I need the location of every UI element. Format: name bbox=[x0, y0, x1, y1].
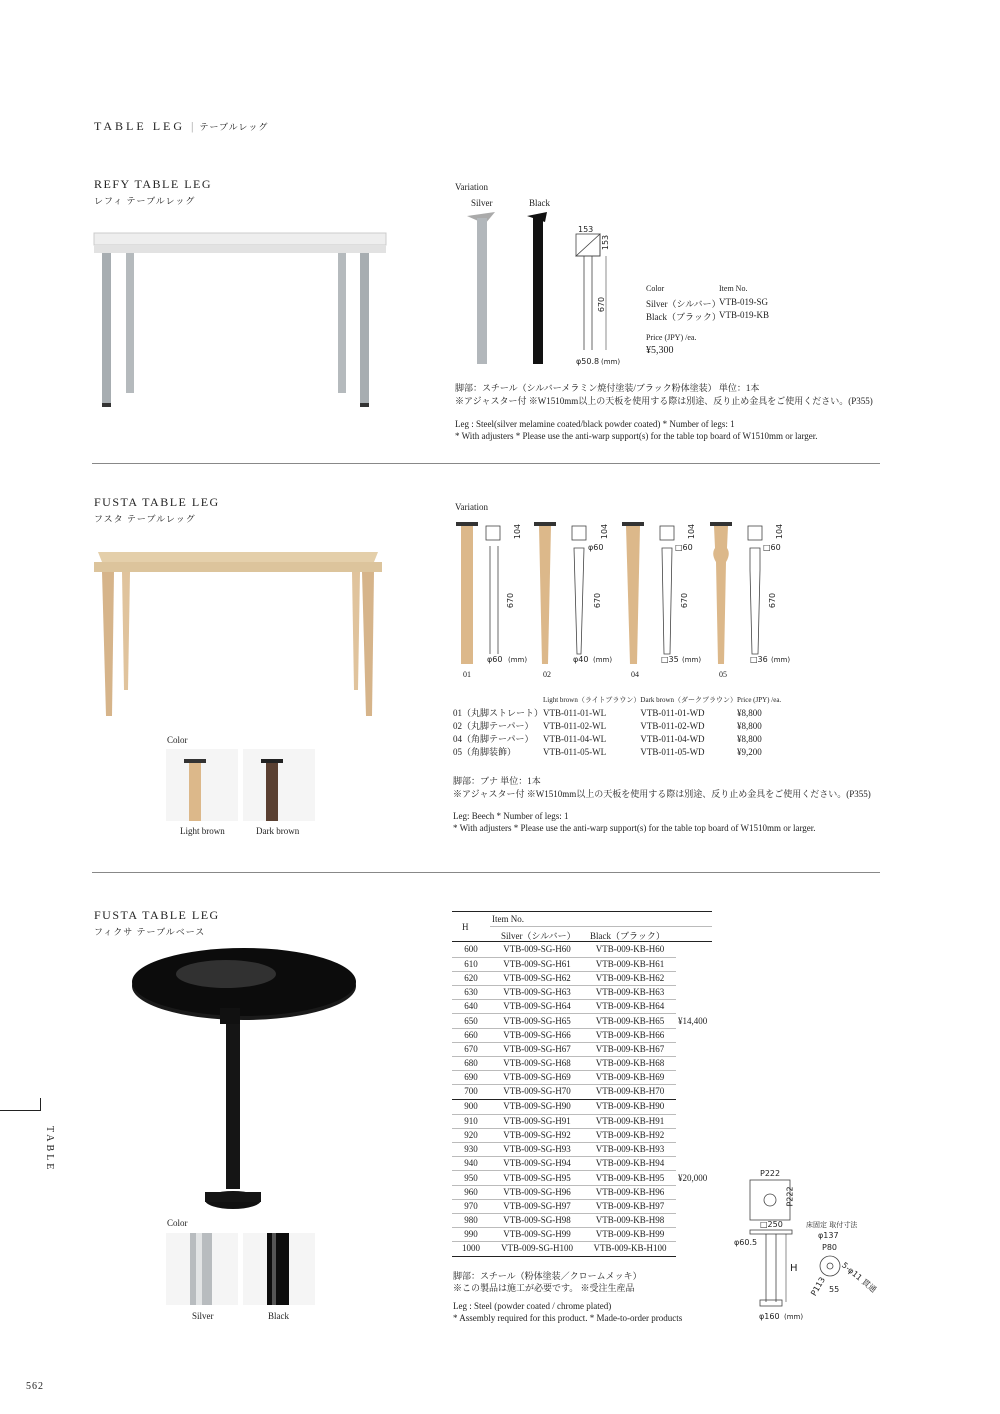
fixa-black: VTB-009-KB-H93 bbox=[584, 1143, 676, 1157]
fusta-row-type: 01（丸脚ストレート） bbox=[453, 708, 544, 718]
fixa-h: 990 bbox=[452, 1228, 490, 1242]
fixa-silver: VTB-009-SG-H94 bbox=[490, 1157, 584, 1171]
fusta-02-code: 02 bbox=[543, 670, 551, 679]
fusta-row-light: VTB-011-01-WL bbox=[543, 708, 607, 718]
fusta-row-type: 05（角脚装飾） bbox=[453, 747, 517, 757]
fixa-group1-price: ¥14,400 bbox=[678, 1015, 708, 1026]
fixa-silver: VTB-009-SG-H98 bbox=[490, 1214, 584, 1228]
fixa-swatch-black: Black bbox=[268, 1311, 289, 1321]
refy-row-black-color: Black（ブラック） bbox=[646, 312, 721, 322]
table-row bbox=[452, 943, 716, 957]
refy-note-en-1: Leg : Steel(silver melamine coated/black powder coated) * Number of legs: 1 bbox=[455, 419, 735, 429]
fixa-silver: VTB-009-SG-H60 bbox=[490, 943, 584, 957]
page-header bbox=[94, 119, 268, 134]
fixa-silver: VTB-009-SG-H64 bbox=[490, 1000, 584, 1014]
fusta-05-unit: (mm) bbox=[771, 656, 791, 664]
fixa-black: VTB-009-KB-H68 bbox=[584, 1057, 676, 1071]
fixa-note-en-2: * Assembly required for this product. * Made-to-order products bbox=[453, 1313, 683, 1323]
fixa-swatch-silver: Silver bbox=[192, 1311, 214, 1321]
fusta-header-light: Light brown（ライトブラウン） bbox=[543, 696, 641, 704]
divider-2 bbox=[92, 872, 880, 873]
fusta-table-header bbox=[453, 694, 797, 707]
fusta-02-bottom: φ40 bbox=[573, 655, 589, 664]
side-tab-mark bbox=[40, 1098, 41, 1111]
fusta-color-label: Color bbox=[167, 735, 188, 745]
refy-dim-top-d: 153 bbox=[601, 234, 611, 251]
fusta-row-dark: VTB-011-01-WD bbox=[640, 708, 705, 718]
fixa-dim-unit: (mm) bbox=[784, 1313, 804, 1321]
table-row bbox=[452, 1100, 716, 1114]
fixa-silver: VTB-009-SG-H97 bbox=[490, 1199, 584, 1213]
fixa-item-header: Item No. bbox=[492, 914, 524, 924]
fixa-silver: VTB-009-SG-H69 bbox=[490, 1071, 584, 1085]
refy-dim-unit: (mm) bbox=[601, 358, 621, 366]
refy-dim-top-w: 153 bbox=[578, 225, 594, 234]
fusta-02-height: 670 bbox=[593, 592, 603, 609]
fixa-black: VTB-009-KB-H98 bbox=[584, 1214, 676, 1228]
fusta-row-type: 04（角脚テーパー） bbox=[453, 734, 534, 744]
fixa-h: 600 bbox=[452, 943, 490, 957]
page-number: 562 bbox=[26, 1381, 44, 1392]
fixa-black: VTB-009-KB-H96 bbox=[584, 1185, 676, 1199]
fixa-black: VTB-009-KB-H61 bbox=[584, 957, 676, 971]
refy-item-header: Item No. bbox=[719, 284, 748, 293]
fusta-header-blank bbox=[453, 694, 543, 707]
fusta-swatch-dark: Dark brown bbox=[256, 826, 300, 836]
fixa-dim-d137: φ137 bbox=[818, 1231, 839, 1240]
fusta-row-dark: VTB-011-02-WD bbox=[640, 721, 705, 731]
fixa-black: VTB-009-KB-H65 bbox=[584, 1014, 676, 1028]
fixa-head-rule bbox=[452, 941, 712, 942]
fixa-dim-d605: φ60.5 bbox=[734, 1238, 758, 1247]
fixa-black: VTB-009-KB-H99 bbox=[584, 1228, 676, 1242]
fusta-header-dark: Dark brown（ダークブラウン） bbox=[640, 696, 738, 704]
refy-dimension-drawing bbox=[568, 222, 628, 362]
fixa-note-jp-1: 脚部：スチール（粉体塗装／クロームメッキ） bbox=[453, 1271, 642, 1281]
fusta-note-jp-2: ※アジャスター付 ※W1510mm以上の天板を使用する際は別途、反り止め金具をご使用ください。(P355) bbox=[453, 789, 871, 799]
fixa-title: FUSTA TABLE LEG bbox=[94, 908, 220, 922]
fusta-row-light: VTB-011-02-WL bbox=[543, 721, 607, 731]
fixa-silver: VTB-009-SG-H65 bbox=[490, 1014, 584, 1028]
fixa-silver: VTB-009-SG-H92 bbox=[490, 1128, 584, 1142]
table-row bbox=[453, 733, 797, 746]
fusta-row-dark: VTB-011-05-WD bbox=[640, 747, 705, 757]
fusta-title: FUSTA TABLE LEG bbox=[94, 495, 220, 509]
fusta-row-price: ¥8,800 bbox=[737, 734, 762, 744]
fixa-black: VTB-009-KB-H66 bbox=[584, 1028, 676, 1042]
fixa-h: 690 bbox=[452, 1071, 490, 1085]
fixa-dim-h: H bbox=[790, 1263, 798, 1274]
fixa-h: 960 bbox=[452, 1185, 490, 1199]
fixa-h: 620 bbox=[452, 971, 490, 985]
refy-variation-label: Variation bbox=[455, 182, 488, 192]
fusta-02-top: 104 bbox=[600, 523, 610, 540]
fusta-note-jp-1: 脚部：ブナ 単位：1本 bbox=[453, 776, 541, 786]
fusta-note-en-2: * With adjusters * Please use the anti-warp support(s) for the table top board of W1510mm or larger. bbox=[453, 823, 816, 833]
fixa-black: VTB-009-KB-H92 bbox=[584, 1128, 676, 1142]
side-tab-label: TABLE bbox=[44, 1126, 55, 1173]
fusta-04-height: 670 bbox=[680, 592, 690, 609]
fixa-dim-p80: P80 bbox=[822, 1243, 838, 1252]
fusta-05-code: 05 bbox=[719, 670, 727, 679]
table-row bbox=[453, 707, 797, 720]
refy-note-en-2: * With adjusters * Please use the anti-warp support(s) for the table top board of W1510mm or larger. bbox=[455, 431, 818, 441]
fusta-01-height: 670 bbox=[506, 592, 516, 609]
fusta-04-code: 04 bbox=[631, 670, 639, 679]
fixa-h: 970 bbox=[452, 1199, 490, 1213]
fixa-black: VTB-009-KB-H94 bbox=[584, 1157, 676, 1171]
refy-dim-diameter: φ50.8 bbox=[576, 357, 600, 366]
refy-note-jp-1: 脚部：スチール（シルバーメラミン焼付塗装/ブラック粉体塗装） 単位：1本 bbox=[455, 383, 760, 393]
fixa-black: VTB-009-KB-H64 bbox=[584, 1000, 676, 1014]
fixa-h: 630 bbox=[452, 986, 490, 1000]
fixa-black: VTB-009-KB-H97 bbox=[584, 1199, 676, 1213]
fusta-row-light: VTB-011-04-WL bbox=[543, 734, 607, 744]
fixa-h: 660 bbox=[452, 1028, 490, 1042]
fusta-01-code: 01 bbox=[463, 670, 471, 679]
fixa-silver: VTB-009-SG-H95 bbox=[490, 1171, 584, 1185]
fusta-leg-drawings bbox=[452, 518, 792, 668]
fixa-silver: VTB-009-SG-H68 bbox=[490, 1057, 584, 1071]
refy-note-jp-2: ※アジャスター付 ※W1510mm以上の天板を使用する際は別途、反り止め金具をご使用ください。(P355) bbox=[455, 396, 873, 406]
fixa-dim-w250: □250 bbox=[760, 1220, 783, 1229]
fixa-sub-rule bbox=[490, 926, 712, 927]
fusta-note-en-1: Leg: Beech * Number of legs: 1 bbox=[453, 811, 569, 821]
fusta-variation-label: Variation bbox=[455, 502, 488, 512]
fixa-table-group1 bbox=[452, 943, 716, 1100]
fusta-04-bottom: □35 bbox=[661, 655, 679, 664]
refy-subtitle: レフィ テーブルレッグ bbox=[94, 196, 196, 206]
fusta-02-unit: (mm) bbox=[593, 656, 613, 664]
fixa-silver-header: Silver（シルバー） bbox=[501, 931, 576, 941]
fixa-dim-p113: P113 bbox=[809, 1275, 827, 1298]
fixa-dimension-drawing bbox=[740, 1166, 890, 1326]
fusta-row-dark: VTB-011-04-WD bbox=[640, 734, 705, 744]
fusta-table-image bbox=[88, 540, 388, 725]
fixa-silver: VTB-009-SG-H93 bbox=[490, 1143, 584, 1157]
fixa-black: VTB-009-KB-H67 bbox=[584, 1042, 676, 1056]
fixa-silver: VTB-009-SG-H63 bbox=[490, 986, 584, 1000]
divider-1 bbox=[92, 463, 880, 464]
fusta-header-price: Price (JPY) /ea. bbox=[737, 696, 782, 704]
fixa-dim-d160: φ160 bbox=[759, 1312, 780, 1321]
fixa-dim-p222a: P222 bbox=[760, 1169, 781, 1178]
fusta-01-top: 104 bbox=[513, 523, 523, 540]
fusta-05-mid: □60 bbox=[763, 543, 781, 552]
header-subtitle: テーブルレッグ bbox=[199, 122, 269, 132]
fusta-05-height: 670 bbox=[768, 592, 778, 609]
fixa-silver: VTB-009-SG-H70 bbox=[490, 1085, 584, 1099]
fusta-row-price: ¥9,200 bbox=[737, 747, 762, 757]
refy-color-header: Color bbox=[646, 284, 665, 293]
fixa-black: VTB-009-KB-H100 bbox=[584, 1242, 676, 1256]
fixa-silver: VTB-009-SG-H67 bbox=[490, 1042, 584, 1056]
fixa-dim-55: 55 bbox=[829, 1285, 840, 1294]
fixa-h: 610 bbox=[452, 957, 490, 971]
fixa-color-label: Color bbox=[167, 1218, 188, 1228]
fixa-silver: VTB-009-SG-H96 bbox=[490, 1185, 584, 1199]
fixa-h: 910 bbox=[452, 1114, 490, 1128]
fixa-black: VTB-009-KB-H63 bbox=[584, 986, 676, 1000]
fixa-dim-holes: 5-φ11 貫通 bbox=[840, 1260, 878, 1295]
fixa-black: VTB-009-KB-H95 bbox=[584, 1171, 676, 1185]
fusta-swatch-light: Light brown bbox=[180, 826, 225, 836]
fusta-05-bottom: □36 bbox=[750, 655, 768, 664]
fixa-table-image bbox=[126, 938, 366, 1213]
side-tab-rule bbox=[0, 1110, 40, 1111]
fusta-01-bottom: φ60 bbox=[487, 655, 503, 664]
fixa-black: VTB-009-KB-H90 bbox=[584, 1100, 676, 1114]
fusta-row-type: 02（丸脚テーパー） bbox=[453, 721, 534, 731]
fixa-table-group2 bbox=[452, 1100, 716, 1257]
fusta-05-top: 104 bbox=[775, 523, 785, 540]
fixa-note-jp-2: ※この製品は施工が必要です。 ※受注生産品 bbox=[453, 1283, 635, 1293]
fixa-h: 1000 bbox=[452, 1242, 490, 1256]
fusta-04-unit: (mm) bbox=[682, 656, 702, 664]
fixa-h: 930 bbox=[452, 1143, 490, 1157]
fixa-black: VTB-009-KB-H60 bbox=[584, 943, 676, 957]
fixa-black: VTB-009-KB-H62 bbox=[584, 971, 676, 985]
fixa-swatches bbox=[166, 1233, 316, 1305]
fusta-subtitle: フスタ テーブルレッグ bbox=[94, 514, 196, 524]
refy-table-image bbox=[90, 225, 390, 415]
fusta-01-unit: (mm) bbox=[508, 656, 528, 664]
fixa-black: VTB-009-KB-H70 bbox=[584, 1085, 676, 1099]
fixa-subtitle: フィクサ テーブルベース bbox=[94, 927, 206, 937]
fixa-note-en-1: Leg : Steel (powder coated / chrome plated) bbox=[453, 1301, 612, 1311]
header-separator: | bbox=[191, 119, 194, 133]
fixa-silver: VTB-009-SG-H62 bbox=[490, 971, 584, 985]
refy-leg-images bbox=[455, 208, 565, 368]
fixa-h: 950 bbox=[452, 1171, 490, 1185]
refy-title: REFY TABLE LEG bbox=[94, 177, 213, 191]
fusta-swatches bbox=[166, 749, 316, 821]
fixa-silver: VTB-009-SG-H99 bbox=[490, 1228, 584, 1242]
table-row bbox=[453, 720, 797, 733]
refy-row-black-item: VTB-019-KB bbox=[719, 310, 769, 320]
refy-variation-black: Black bbox=[529, 198, 550, 208]
fusta-04-top: 104 bbox=[687, 523, 697, 540]
fixa-h: 980 bbox=[452, 1214, 490, 1228]
fixa-silver: VTB-009-SG-H61 bbox=[490, 957, 584, 971]
fixa-dim-fix-label: 床固定 取付寸法 bbox=[806, 1221, 858, 1229]
refy-row-silver-item: VTB-019-SG bbox=[719, 297, 768, 307]
fixa-top-rule bbox=[452, 911, 712, 912]
fixa-silver: VTB-009-SG-H66 bbox=[490, 1028, 584, 1042]
refy-price: ¥5,300 bbox=[646, 345, 674, 356]
fixa-black: VTB-009-KB-H91 bbox=[584, 1114, 676, 1128]
refy-dim-height: 670 bbox=[597, 296, 607, 313]
fixa-silver: VTB-009-SG-H91 bbox=[490, 1114, 584, 1128]
fusta-row-price: ¥8,800 bbox=[737, 721, 762, 731]
fusta-row-light: VTB-011-05-WL bbox=[543, 747, 607, 757]
refy-variation-silver: Silver bbox=[471, 198, 493, 208]
fusta-row-price: ¥8,800 bbox=[737, 708, 762, 718]
fixa-silver: VTB-009-SG-H90 bbox=[490, 1100, 584, 1114]
fixa-h: 920 bbox=[452, 1128, 490, 1142]
fixa-h-header: H bbox=[462, 922, 469, 932]
fixa-silver: VTB-009-SG-H100 bbox=[490, 1242, 584, 1256]
refy-price-label: Price (JPY) /ea. bbox=[646, 333, 697, 342]
fixa-black: VTB-009-KB-H69 bbox=[584, 1071, 676, 1085]
header-title: TABLE LEG bbox=[94, 119, 186, 133]
fixa-h: 680 bbox=[452, 1057, 490, 1071]
fusta-04-mid: □60 bbox=[675, 543, 693, 552]
table-row bbox=[453, 746, 797, 759]
fixa-h: 650 bbox=[452, 1014, 490, 1028]
fixa-dim-p222b: P222 bbox=[785, 1186, 795, 1207]
fixa-h: 670 bbox=[452, 1042, 490, 1056]
fixa-h: 940 bbox=[452, 1157, 490, 1171]
refy-row-silver-color: Silver（シルバー） bbox=[646, 299, 721, 309]
fixa-black-header: Black（ブラック） bbox=[590, 931, 665, 941]
fixa-group2-price: ¥20,000 bbox=[678, 1172, 708, 1183]
fusta-price-table bbox=[453, 694, 797, 759]
fixa-h: 640 bbox=[452, 1000, 490, 1014]
fusta-02-mid: φ60 bbox=[588, 543, 604, 552]
fixa-h: 900 bbox=[452, 1100, 490, 1114]
fixa-h: 700 bbox=[452, 1085, 490, 1099]
